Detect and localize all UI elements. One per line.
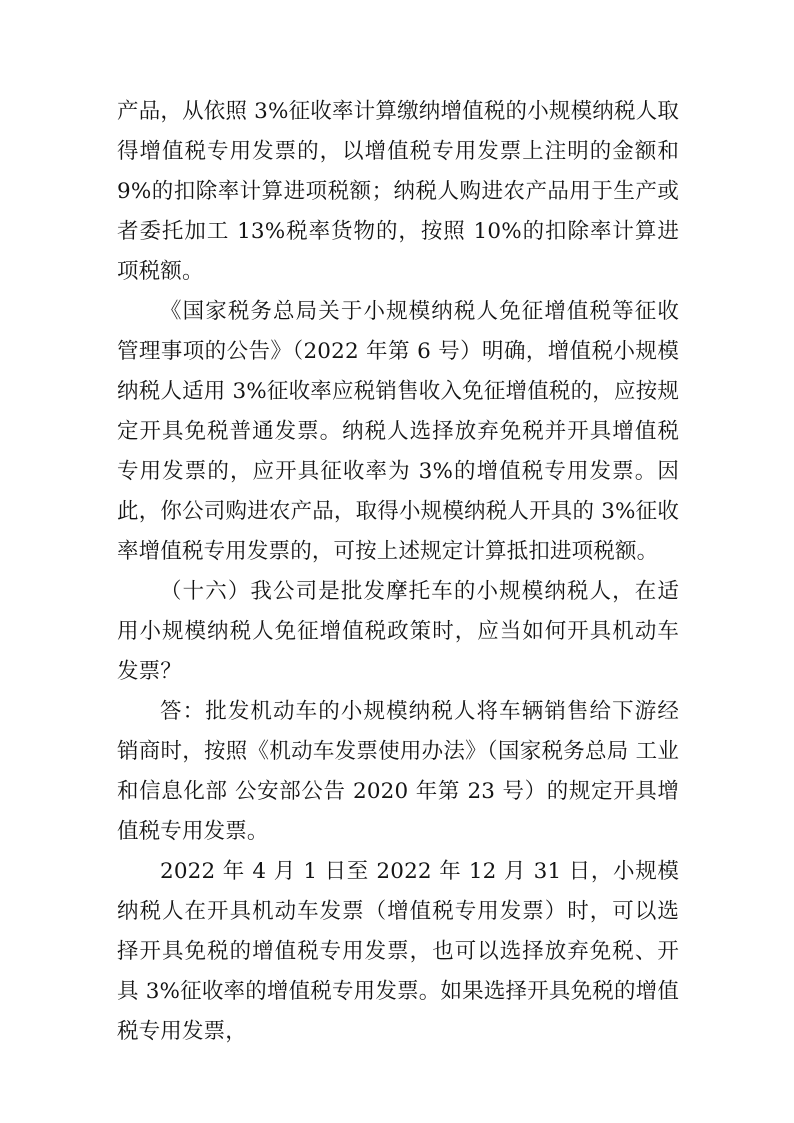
paragraph-announcement-2022-no6: 《国家税务总局关于小规模纳税人免征增值税等征收管理事项的公告》（2022 年第 6 号）明确，增值税小规模纳税人适用 3%征收率应税销售收入免征增值税的，应按规定开具免税普通发票。纳税人选择放弃免税并开具增值税专用发票的，应开具征收率为 3%的增值税专用发票。因此，你公司购进农产品，取得小规模纳税人开具的 3%征收率增值税专用发票的，可按上述规定计算抵扣进项税额。 [117, 299, 679, 564]
paragraph-agricultural-products-deduction: 产品，从依照 3%征收率计算缴纳增值税的小规模纳税人取得增值税专用发票的，以增值税专用发票上注明的金额和 9%的扣除率计算进项税额；纳税人购进农产品用于生产或者委托加工 13%税率货物的，按照 10%的扣除率计算进项税额。 [117, 99, 679, 284]
document-text-body [117, 92, 679, 1052]
paragraph-answer-16: 答：批发机动车的小规模纳税人将车辆销售给下游经销商时，按照《机动车发票使用办法》（国家税务总局 工业和信息化部 公安部公告 2020 年第 23 号）的规定开具增值税专用发票。 [117, 699, 679, 844]
paragraph-question-16: （十六）我公司是批发摩托车的小规模纳税人，在适用小规模纳税人免征增值税政策时，应当如何开具机动车发票？ [117, 579, 679, 684]
paragraph-date-range-policy: 2022 年 4 月 1 日至 2022 年 12 月 31 日，小规模纳税人在开具机动车发票（增值税专用发票）时，可以选择开具免税的增值税专用发票，也可以选择放弃免税、开具 3%征收率的增值税专用发票。如果选择开具免税的增值税专用发票， [117, 859, 679, 1044]
